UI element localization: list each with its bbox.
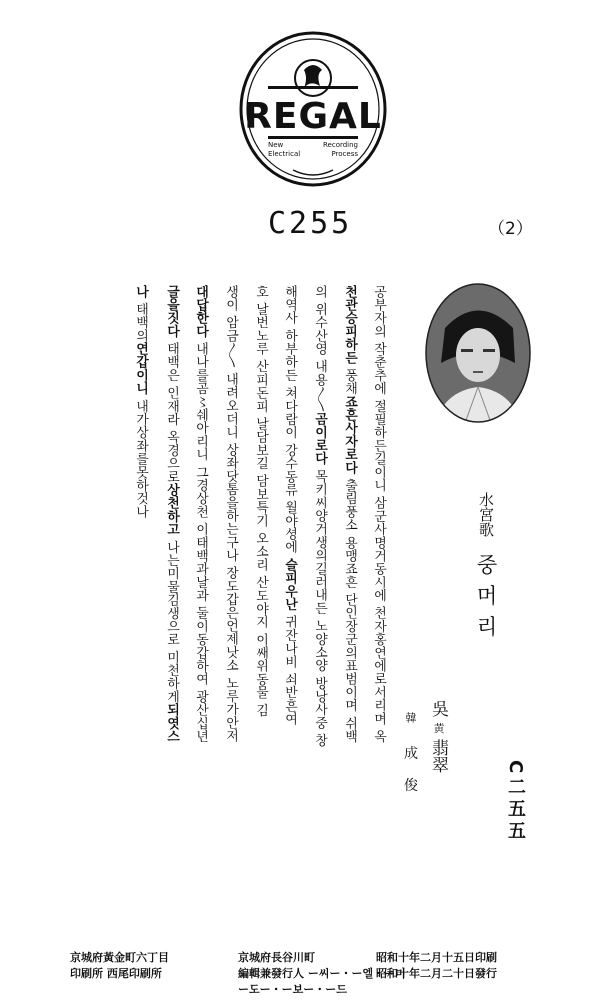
lyric-segment: 죠흔사자로다 (342, 395, 357, 475)
lyric-segment: 태백의 (133, 298, 148, 343)
imprint-print-date: 昭和十年二月十五日印刷 (376, 951, 497, 964)
lyric-segment: 나는미물김생으로 미천하게 (164, 536, 179, 704)
song-title-han: 水宮歌 (477, 492, 495, 537)
performer2-given: 成俊 (402, 745, 418, 810)
imprint-printer-name: 印刷所 西尾印刷所 (70, 967, 162, 980)
lyric-segment: 내나를곰〻쉐아리니 그경상천 이태백과날과 둘이동갑하여 광산십년 (193, 337, 208, 743)
imprint-publisher-name: 編輯兼發行人 ー씨ー・ー엘・ー미 (238, 967, 406, 980)
lyric-segment: 대답한다 (193, 285, 208, 338)
lyric-segment: 되엿스 (164, 703, 179, 743)
performer-given: 翡翠 (428, 738, 448, 773)
lyric-column (366, 285, 390, 743)
imprint-issue-date: 昭和十年二月二十日發行 (376, 967, 497, 980)
logo-brand: REGAL (244, 96, 382, 137)
imprint-printer (70, 950, 169, 982)
imprint-publisher (238, 950, 406, 998)
lyric-column (307, 285, 331, 747)
lyric-column (128, 285, 152, 518)
lyric-segment: 상천하고 (164, 483, 179, 537)
lyric-segment: 의 위수산영 내용〳〵 (312, 285, 327, 413)
lyric-segment: 해역사 하부하든 쳐다람이 강수동류 월야셩에 (282, 285, 297, 559)
lyric-segment: 슬피우난 (282, 558, 297, 611)
lyric-segment: 곰이로다 (312, 412, 327, 466)
lyric-segment: 목키씨양거생의길러내든 노양소양 방낭사중 창 (312, 465, 327, 748)
performer-name (428, 700, 448, 773)
lyric-segment: 출림풍소 용맹죠흔 단인장군의표범이며 쉬백 (342, 474, 357, 743)
song-title (474, 492, 498, 647)
lyric-column (277, 285, 301, 726)
lyric-segment: 귀잔나비 쇠반흔여 (282, 610, 297, 726)
logo-small-left2: Electrical (268, 150, 301, 158)
lyric-column (337, 285, 361, 743)
lyric-segment: 호 날번노루 산피돈피 날담보길 담보특기 오소리 산도야지 이쌔위동물 김 (253, 285, 268, 717)
lyric-column (188, 285, 212, 743)
performer-origin: 黄 (432, 722, 445, 734)
catalog-number-vertical: C二五五 (505, 760, 526, 844)
catalog-number: C255 (268, 206, 353, 241)
lyric-segment: 천관승피하든 (342, 285, 357, 365)
imprint-printer-address: 京城府黃金町六丁目 (70, 951, 169, 964)
logo-small-right: Recording (322, 141, 358, 149)
logo-small-right2: Process (331, 150, 358, 158)
lyric-segment: 연갑이니 (133, 342, 148, 396)
side-number: （2） (488, 219, 533, 239)
lyric-segment: 풍채 (342, 364, 357, 396)
performer-portrait (425, 283, 531, 423)
logo-small-left: New (268, 141, 284, 149)
lyric-segment: 태백은 인재라 옥경으로 (164, 337, 179, 484)
song-title-korean: 중머리 (474, 553, 498, 647)
lyric-segment: 나 (133, 285, 148, 299)
performer-surname: 吳 (428, 700, 448, 717)
lyric-segment: 생이 암금〳〵 내려오더니 상좌닷톰을하는구나 장도갑은언제낫소 노루가안저 (223, 285, 238, 743)
lyric-segment: 글을짓다 (164, 285, 179, 338)
imprint-publisher-address: 京城府長谷川町 (238, 951, 315, 964)
lyric-segment: 공부자의 작춘추에 절필하든길이니 삼군사명거동시에 천자홍연에로서리며 옥 (371, 285, 386, 743)
imprint-publisher-name2: ー도ー・ー보ー・ー드 (238, 983, 347, 996)
lyric-column (218, 285, 242, 743)
performer2-name (400, 712, 420, 809)
lyric-segment: 내가상좌를못하것나 (133, 395, 148, 519)
lyric-column (248, 285, 272, 717)
lyric-column (159, 285, 183, 743)
regal-logo (238, 30, 388, 188)
performer2-origin: 韓 (404, 712, 417, 723)
